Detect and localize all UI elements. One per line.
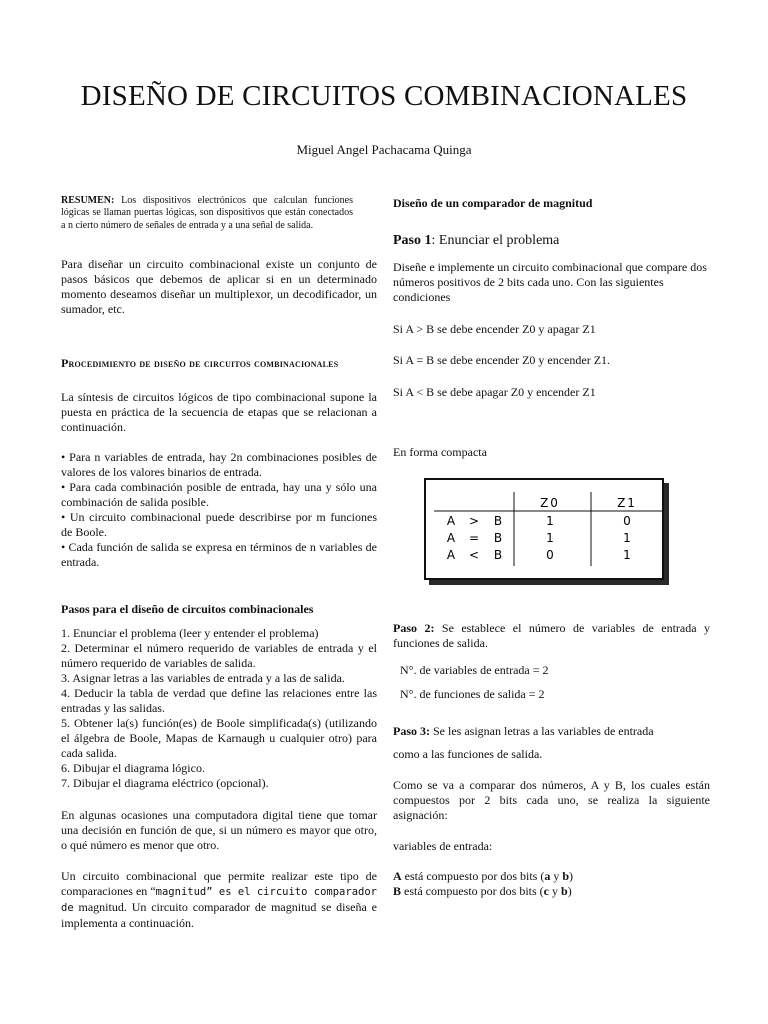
steps-heading	[61, 602, 377, 617]
paso3	[393, 724, 710, 739]
paso1-title: : Enunciar el problema	[431, 233, 560, 248]
header-z1: Z1	[617, 496, 637, 510]
a-bit-1: a	[544, 869, 551, 883]
paso1-body-text: Diseñe e implemente un circuito combinacional que compare dos números positivos de 2 bits cada uno. Con las siguientes condiciones	[393, 260, 707, 304]
row2-op: =	[468, 531, 480, 545]
comparator-text-mono: magnitud” es el circuito comparador de	[61, 886, 377, 914]
paso2	[393, 621, 710, 651]
comparator-heading	[393, 196, 710, 211]
condition-1-text: Si A > B se debe encender Z0 y apagar Z1	[393, 322, 596, 336]
n-inputs	[400, 663, 717, 678]
abstract-paragraph-text: Para diseñar un circuito combinacional existe un conjunto de pasos básicos que debemos de aplicar si en un determinado momento deseamos diseñar un multiplexor, un decodificador, un sumador, etc.	[61, 257, 377, 316]
b-text-1: está compuesto por dos bits (	[401, 884, 544, 898]
step-item: 6. Dibujar el diagrama lógico.	[61, 761, 205, 775]
procedure-intro-text: La síntesis de circuitos lógicos de tipo combinacional supone la puesta en práctica de la secuencia de etapas que se relacionan a continuación.	[61, 390, 377, 434]
paso1-body	[393, 260, 710, 305]
b-text-3: )	[567, 884, 572, 898]
paso1-label: Paso 1	[393, 233, 432, 248]
b-assignment	[393, 884, 710, 899]
compact-label-text: En forma compacta	[393, 445, 487, 459]
decision-paragraph-text: En algunas ocasiones una computadora digital tiene que tomar una decisión en función de que, si un número es mayor que otro, o qué número es menor que otro.	[61, 808, 377, 852]
condition-1	[393, 322, 710, 337]
paso2-label: Paso 2:	[393, 621, 435, 635]
a-letter: A	[393, 869, 402, 883]
paso3-text	[393, 724, 710, 739]
a-text-3: )	[569, 869, 574, 883]
abstract-label: RESUMEN:	[61, 195, 115, 206]
row1-op: >	[468, 514, 480, 528]
n-outputs-text: N°. de funciones de salida = 2	[400, 687, 545, 701]
steps-list	[61, 626, 377, 791]
paso2-body: Se establece el número de variables de entrada y funciones de salida.	[393, 621, 711, 650]
b-text-2: y	[549, 884, 561, 898]
a-text-2: y	[550, 869, 563, 883]
compact-label	[393, 445, 710, 460]
abstract-text: Los dispositivos electrónicos que calculan funciones lógicas se llaman puertas lógicas, son dispositivos que están conectados a n cierto número de señales de entrada y a una señal de salida.	[61, 195, 353, 231]
condition-3	[393, 385, 710, 400]
bullet-item: • Para cada combinación posible de entrada, hay una y sólo una combinación de salida posible.	[61, 480, 377, 509]
vars-label-text: variables de entrada:	[393, 839, 493, 853]
n-outputs	[400, 687, 717, 702]
paso3-continuation-text: como a las funciones de salida.	[393, 747, 543, 761]
row2-z1: 1	[623, 531, 631, 545]
comparator-heading-text: Diseño de un comparador de magnitud	[393, 196, 593, 210]
bullet-item: • Un circuito combinacional puede describirse por m funciones de Boole.	[61, 510, 377, 539]
abstract	[61, 195, 353, 232]
step-item: 7. Dibujar el diagrama eléctrico (opcional).	[61, 776, 269, 790]
step-item: 2. Determinar el número requerido de variables de entrada y el número requerido de variables de salida.	[61, 641, 377, 670]
assignment-lines	[393, 869, 710, 899]
truth-table-figure	[426, 480, 662, 578]
row3-z1: 1	[623, 548, 631, 562]
row2-a: A	[446, 531, 456, 545]
procedure-bullets	[61, 450, 377, 570]
compare-paragraph	[393, 778, 710, 823]
procedure-heading	[61, 355, 377, 371]
condition-3-text: Si A < B se debe apagar Z0 y encender Z1	[393, 385, 596, 399]
comparator-text-a: Un circuito combinacional que permite realizar este tipo de comparaciones en “	[61, 869, 377, 898]
step-item: 4. Deducir la tabla de verdad que define las relaciones entre las entradas y las salidas.	[61, 686, 377, 715]
header-z0: Z0	[540, 496, 560, 510]
n-inputs-text: N°. de variables de entrada = 2	[400, 663, 549, 677]
paso3-body: Se les asignan letras a las variables de entrada	[430, 724, 654, 738]
condition-2	[393, 353, 710, 368]
paso1-heading	[393, 233, 710, 248]
author-name: Miguel Angel Pachacama Quinga	[296, 142, 472, 157]
row1-z0: 1	[546, 514, 554, 528]
truth-table	[424, 478, 664, 580]
step-item: 5. Obtener la(s) función(es) de Boole simplificada(s) (utilizando el álgebra de Boole, Mapas de Karnaugh u cualquier otro) para cada salida.	[61, 716, 377, 760]
comparator-text-b: magnitud. Un circuito comparador de magnitud se diseña e implementa a continuación.	[61, 900, 377, 930]
row3-a: A	[446, 548, 456, 562]
bullet-item: • Cada función de salida se expresa en términos de n variables de entrada.	[61, 540, 377, 569]
paso3-continuation	[393, 747, 710, 762]
row3-b: B	[493, 548, 503, 562]
vars-label	[393, 839, 710, 854]
row1-a: A	[446, 514, 456, 528]
a-assignment	[393, 869, 710, 884]
a-text-1: está compuesto por dos bits (	[401, 869, 545, 883]
bullet-item: • Para n variables de entrada, hay 2n combinaciones posibles de valores de los valores binarios de entrada.	[61, 450, 377, 479]
compare-paragraph-text: Como se va a comparar dos números, A y B, los cuales están compuestos por 2 bits cada uno, se realiza la siguiente asignación:	[393, 778, 710, 822]
row1-z1: 0	[623, 514, 631, 528]
comparator-paragraph-text	[61, 869, 377, 931]
step-item: 3. Asignar letras a las variables de entrada y a las de salida.	[61, 671, 345, 685]
steps-heading-text: Pasos para el diseño de circuitos combinacionales	[61, 602, 314, 616]
paso3-label: Paso 3:	[393, 724, 430, 738]
row2-b: B	[493, 531, 503, 545]
decision-paragraph	[61, 808, 377, 853]
paper-title: DISEÑO DE CIRCUITOS COMBINACIONALES	[80, 80, 688, 112]
b-letter: B	[393, 884, 402, 898]
row3-z0: 0	[546, 548, 554, 562]
b-bit-1: c	[543, 884, 549, 898]
condition-2-text: Si A = B se debe encender Z0 y encender Z1.	[393, 353, 611, 367]
row2-z0: 1	[546, 531, 554, 545]
row3-op: <	[468, 548, 480, 562]
step-item: 1. Enunciar el problema (leer y entender el problema)	[61, 626, 319, 640]
comparator-paragraph	[61, 869, 377, 931]
b-bit-2: b	[561, 884, 568, 898]
procedure-intro	[61, 390, 377, 435]
paso2-text	[393, 621, 710, 651]
a-bit-2: b	[562, 869, 570, 883]
abstract-paragraph	[61, 257, 377, 317]
row1-b: B	[493, 514, 503, 528]
procedure-heading-text: Procedimiento de diseño de circuitos combinacionales	[61, 356, 339, 370]
